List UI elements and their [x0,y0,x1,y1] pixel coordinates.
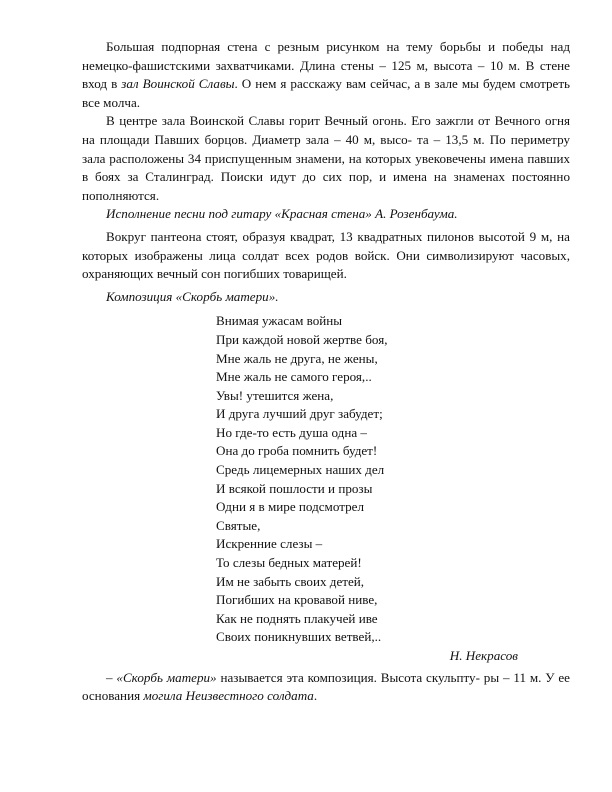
poem-line: Святые, [216,517,261,533]
paragraph-final [82,669,570,706]
paragraph-wall [82,38,570,112]
poem-line: Погибших на кровавой ниве, [216,592,378,608]
poem-line: Своих поникнувших ветвей,.. [216,629,382,645]
paragraph-pylons: Вокруг пантеона стоят, образуя квадрат, 13 квадратных пилонов высотой 9 м, на которых изображены лица солдат всех родов войск. Они символизируют часовых, охраняющих вечный сон погибших товарищей. [82,228,570,282]
poem-line: То слезы бедных матерей! [216,555,362,571]
poem-line: Им не забыть своих детей, [216,573,365,589]
poem-line: Мне жаль не самого героя,.. [216,369,372,385]
poem-line: Мне жаль не друга, не жены, [216,350,378,366]
paragraph-wall-text-end: . О нем я расскажу вам сейчас, а в зале мы будем смотреть все молча. [82,76,571,110]
poem-line: Средь лицемерных наших дел [216,462,385,478]
composition-name-emphasis: «Скорбь матери» [116,669,217,685]
final-text: называется эта композиция. Высота скульпту- ры – 11 м. У ее основания [82,669,570,704]
poem-line: При каждой новой жертве боя, [216,331,388,347]
poem-line: Внимая ужасам войны [216,313,343,329]
final-dash: – [106,669,117,685]
document-page [82,38,570,706]
final-text-end: . [313,688,318,704]
poem-line: Искренние слезы – [216,536,323,552]
poem [216,312,570,647]
poem-line: И всякой пошлости и прозы [216,480,373,496]
paragraph-wall-text: Большая подпорная стена с резным рисунком на тему борьбы и победы над немецко-фашистскими захватчиками. Длина стены – 125 м, высота – 10 м. В стене вход в [82,39,570,92]
hall-name-emphasis: зал Воинской Славы [121,76,235,92]
tomb-emphasis: могила Неизвестного солдата [143,688,314,704]
paragraph-hall: В центре зала Воинской Славы горит Вечный огонь. Его зажгли от Вечного огня на площади Павших борцов. Диаметр зала – 40 м, высо- та – 13,5 м. По периметру зала расположены 34 приспущенным знамени, на которых увековечены имена павших в боях за Сталинград. Поиски идут до сих пор, и имена на знаменах постоянно пополняются. [82,113,570,203]
poem-line: Она до гроба помнить будет! [216,443,378,459]
heading-composition: Композиция «Скорбь матери». [106,288,279,304]
poem-line: И друга лучший друг забудет; [216,406,383,422]
heading-song: Исполнение песни под гитару «Красная стена» А. Розенбаума. [106,206,458,222]
poem-line: Увы! утешится жена, [216,387,334,403]
poem-line: Одни я в мире подсмотрел [216,499,364,515]
poem-line: Как не поднять плакучей иве [216,610,378,626]
poem-author: Н. Некрасов [449,648,518,663]
poem-line: Но где-то есть душа одна – [216,424,367,440]
